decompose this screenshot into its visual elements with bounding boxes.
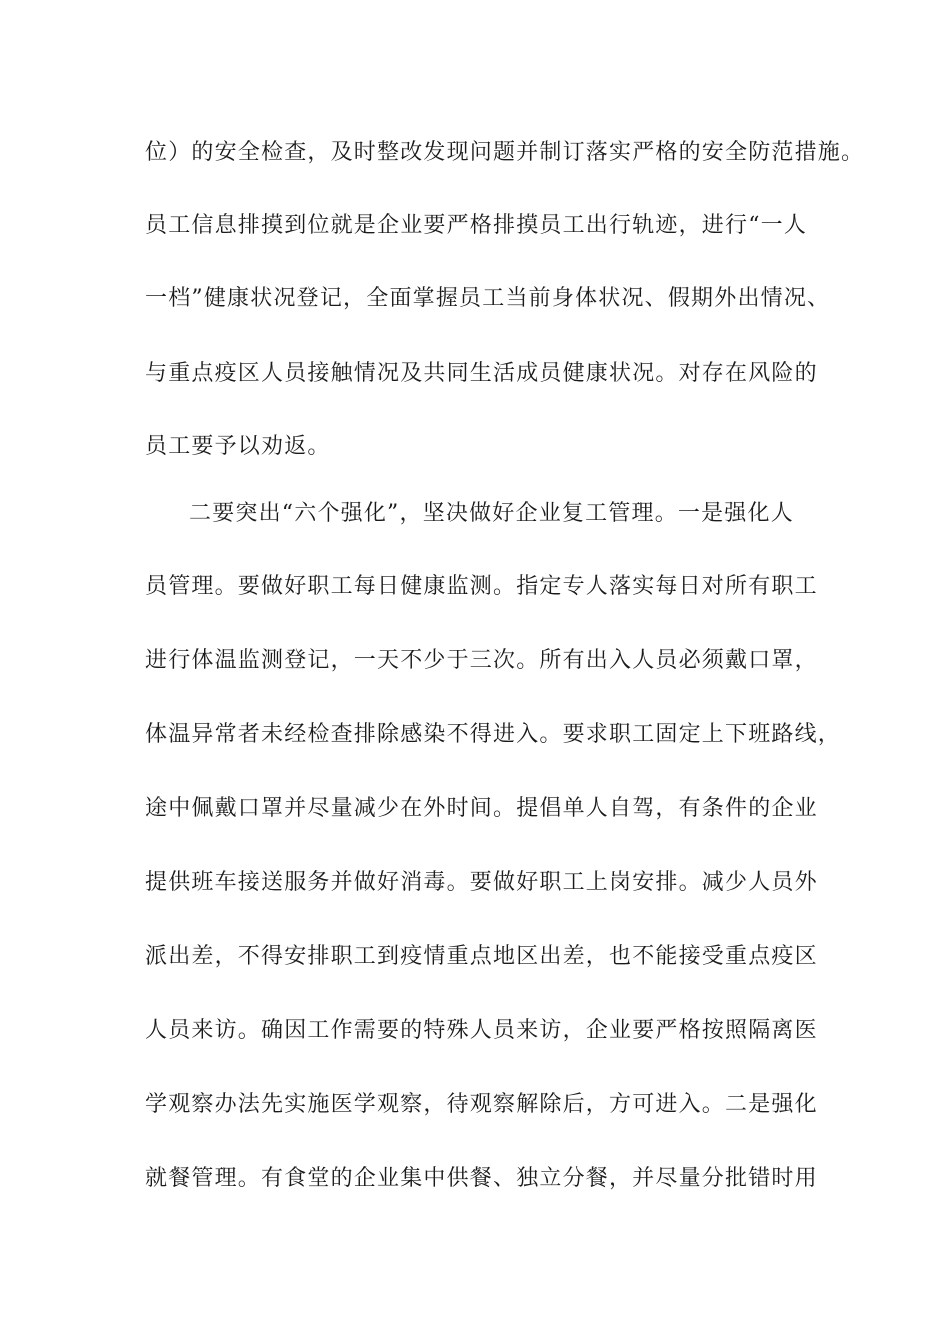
text-line: 员工要予以劝返。 <box>145 434 331 459</box>
text-line: 学观察办法先实施医学观察，待观察解除后，方可进入。二是强化 <box>145 1092 818 1117</box>
text-line: 人员来访。确因工作需要的特殊人员来访，企业要严格按照隔离医 <box>145 1018 818 1043</box>
text-line: 途中佩戴口罩并尽量减少在外时间。提倡单人自驾，有条件的企业 <box>145 796 818 821</box>
text-line: 员管理。要做好职工每日健康监测。指定专人落实每日对所有职工 <box>145 574 818 599</box>
text-line: 就餐管理。有食堂的企业集中供餐、独立分餐，并尽量分批错时用 <box>145 1166 818 1191</box>
paragraph-first-line: 二要突出“六个强化”，坚决做好企业复工管理。一是强化人 <box>189 501 794 526</box>
text-line: 派出差，不得安排职工到疫情重点地区出差，也不能接受重点疫区 <box>145 944 818 969</box>
text-line: 位）的安全检查，及时整改发现问题并制订落实严格的安全防范措施。 <box>145 140 865 165</box>
text-line: 进行体温监测登记，一天不少于三次。所有出入人员必须戴口罩， <box>145 648 818 673</box>
text-line: 提供班车接送服务并做好消毒。要做好职工上岗安排。减少人员外 <box>145 870 818 895</box>
text-line: 体温异常者未经检查排除感染不得进入。要求职工固定上下班路线， <box>145 722 842 747</box>
text-line: 员工信息排摸到位就是企业要严格排摸员工出行轨迹，进行“一人 <box>145 213 808 238</box>
text-line: 一档”健康状况登记，全面掌握员工当前身体状况、假期外出情况、 <box>145 286 831 311</box>
text-line: 与重点疫区人员接触情况及共同生活成员健康状况。对存在风险的 <box>145 361 818 386</box>
